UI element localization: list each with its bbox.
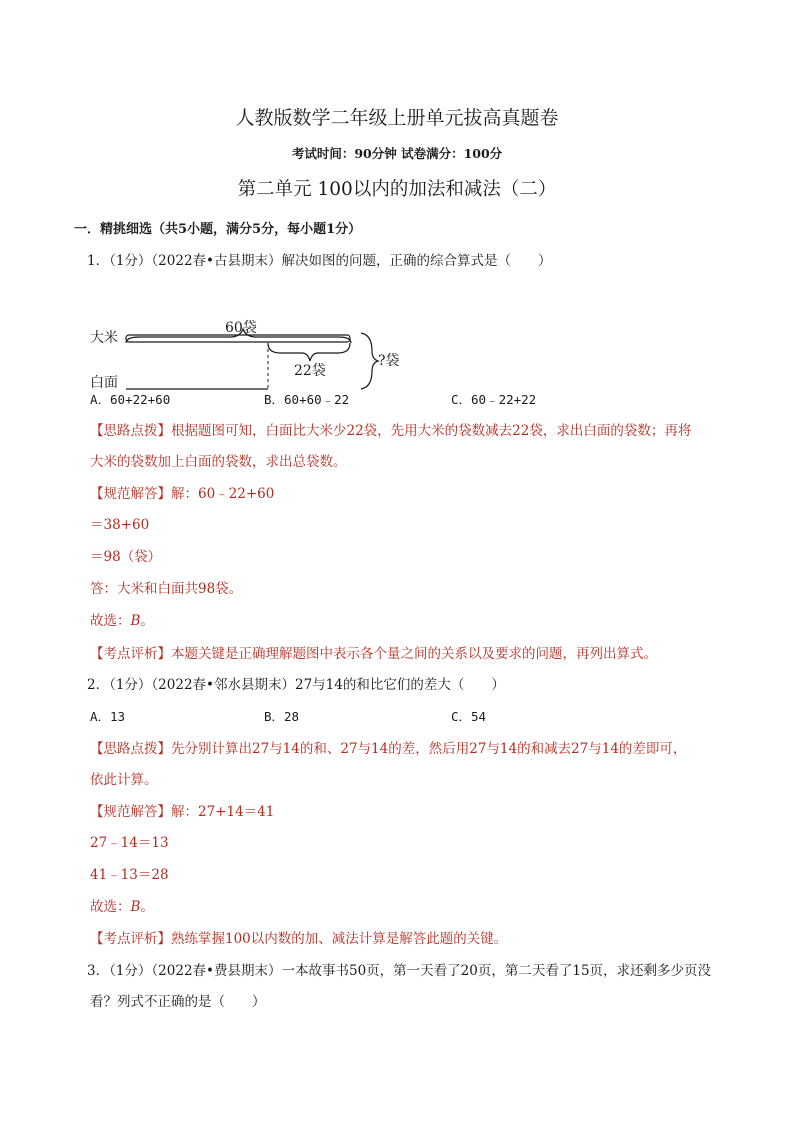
q1-answer [90, 485, 274, 503]
q2-answer-prefix: 解： [171, 804, 198, 820]
q1-hint-line1: 根据题图可知，白面比大米少22袋，先用大米的袋数减去22袋，求出白面的袋数；再将 [171, 423, 692, 439]
q2-review-tag: 【考点评析】 [90, 931, 171, 947]
q1-option-a[interactable]: A．60+22+60 [90, 392, 171, 407]
q3-stem-line2: 看？列式不正确的是（ ） [90, 994, 266, 1010]
unit-title: 第二单元 100以内的加法和减法（二） [237, 179, 557, 200]
q1-diagram-row1-label: 大米 [90, 330, 118, 346]
q2-choice [90, 898, 154, 916]
q1-choice-prefix: 故选： [90, 613, 131, 629]
q1-hint [90, 422, 691, 440]
q1-answer-prefix: 解： [171, 486, 198, 502]
q1-review-tag: 【考点评析】 [90, 646, 171, 662]
q1-step2: ＝98（袋） [90, 549, 162, 565]
q1-choice-suffix: 。 [140, 613, 154, 629]
q1-reply: 答：大米和白面共98袋。 [90, 581, 243, 597]
q2-hint [90, 740, 686, 758]
q2-answer-equation: 27+14＝41 [198, 804, 275, 820]
q1-line-diagram [80, 300, 420, 390]
q2-choice-letter: B [130, 899, 141, 915]
exam-info: 考试时间：90分钟 试卷满分：100分 [291, 146, 503, 161]
q3-stem-line1: 3．（1分）（2022春•费县期末）一本故事书50页，第一天看了20页，第二天看了15页，求还剩多少页没 [87, 963, 712, 979]
q2-choice-prefix: 故选： [90, 899, 131, 915]
q2-hint-line1: 先分别计算出27与14的和、27与14的差，然后用27与14的和减去27与14的差即可， [171, 741, 687, 757]
q1-step1: ＝38+60 [90, 517, 150, 533]
q2-step1: 27﹣14＝13 [90, 835, 169, 851]
q1-diagram-top-label: 60袋 [225, 320, 257, 336]
q2-choice-suffix: 。 [140, 899, 154, 915]
q2-answer-tag: 【规范解答】 [90, 804, 171, 820]
q2-option-b[interactable]: B．28 [264, 709, 300, 724]
q1-option-b[interactable]: B．60+60﹣22 [264, 392, 350, 407]
q1-stem: 1．（1分）（2022春•古县期末）解决如图的问题，正确的综合算式是（ ） [87, 253, 552, 269]
q2-option-a[interactable]: A．13 [90, 709, 126, 724]
q1-review [90, 645, 657, 663]
q1-total-brace [361, 333, 378, 389]
q1-diagram-diff-label: 22袋 [294, 363, 326, 379]
q2-review [90, 930, 507, 948]
q2-option-c[interactable]: C．54 [451, 709, 487, 724]
q1-rice-bar [126, 335, 350, 342]
q2-review-text: 熟练掌握100以内数的加、减法计算是解答此题的关键。 [171, 931, 508, 947]
q1-diff-brace [268, 343, 350, 361]
q1-hint-tag: 【思路点拨】 [90, 423, 171, 439]
q2-hint-tag: 【思路点拨】 [90, 741, 171, 757]
q2-step2: 41﹣13＝28 [90, 867, 169, 883]
q2-stem: 2．（1分）（2022春•邻水县期末）27与14的和比它们的差大（ ） [87, 677, 505, 693]
section-heading: 一．精挑细选（共5小题，满分5分，每小题1分） [74, 222, 362, 237]
q1-answer-tag: 【规范解答】 [90, 486, 171, 502]
q1-review-text: 本题关键是正确理解题图中表示各个量之间的关系以及要求的问题，再列出算式。 [171, 646, 657, 662]
q1-choice-letter: B [130, 613, 141, 629]
page-title: 人教版数学二年级上册单元拔高真题卷 [235, 107, 559, 129]
q1-diagram-row2-label: 白面 [90, 375, 118, 391]
q2-answer [90, 803, 274, 821]
q1-diagram-total-label: ?袋 [378, 353, 400, 369]
q1-answer-equation: 60﹣22+60 [198, 486, 275, 502]
q1-hint-line2: 大米的袋数加上白面的袋数，求出总袋数。 [90, 454, 347, 470]
q1-choice [90, 612, 154, 630]
q1-option-c[interactable]: C．60﹣22+22 [451, 392, 537, 407]
q2-hint-line2: 依此计算。 [90, 772, 158, 788]
